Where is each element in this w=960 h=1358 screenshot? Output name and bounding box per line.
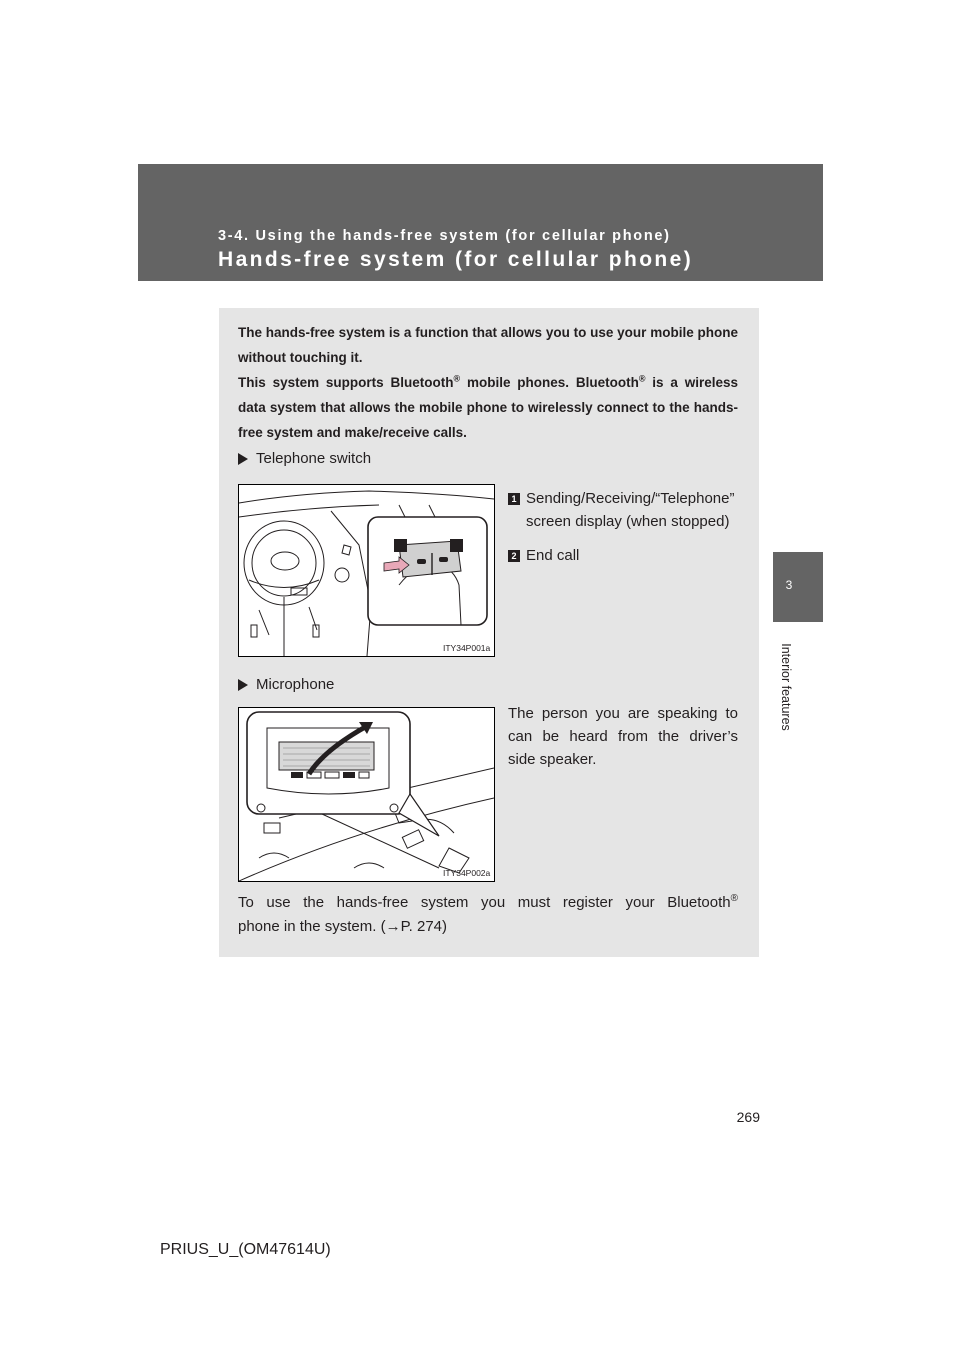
registered-mark: ® [638, 373, 646, 384]
figure-code: ITY34P002a [443, 868, 491, 878]
telephone-switch-figure [238, 484, 495, 657]
chapter-label: Interior features [779, 643, 793, 731]
section-title: 3-4. Using the hands-free system (for cellular phone) [218, 228, 671, 244]
callout-item-1 [508, 487, 738, 533]
registered-mark: ® [730, 893, 738, 904]
switch-callout-list [508, 487, 738, 578]
callout-number-badge: 1 [508, 493, 520, 505]
switch-callout [368, 517, 487, 625]
telephone-switch-label: Telephone switch [256, 450, 372, 467]
microphone-description: The person you are speaking to can be heard from the driver’s side speaker. [508, 705, 738, 768]
intro-paragraph-2 [238, 370, 738, 445]
chapter-label-wrapper [772, 632, 800, 742]
document-code: PRIUS_U_(OM47614U) [160, 1241, 331, 1258]
register-text: To use the hands-free system you must register your Bluetooth [238, 894, 731, 911]
microphone-figure [238, 707, 495, 882]
intro-text-c: is a wireless data system that allows the mobile phone to wirelessly connect to the hands-free system and make/receive calls. [238, 375, 738, 440]
figure-code: ITY34P001a [443, 643, 491, 653]
callout-item-2 [508, 544, 738, 567]
intro-paragraph-1: The hands-free system is a function that allows you to use your mobile phone without touching it. [238, 325, 738, 365]
dashboard-illustration [239, 485, 494, 656]
registered-mark: ® [453, 373, 461, 384]
telephone-switch-heading [238, 450, 371, 467]
page-number: 269 [736, 1109, 760, 1125]
page-title: Hands-free system (for cellular phone) [218, 248, 694, 271]
microphone-heading [238, 676, 334, 693]
microphone-callout [247, 712, 439, 836]
overhead-console-illustration [239, 708, 494, 881]
chapter-number: 3 [785, 578, 793, 592]
register-note-line-1 [238, 891, 738, 915]
callout-text: End call [526, 547, 580, 564]
arrow-right-icon [238, 453, 248, 465]
callout-number-badge: 2 [508, 550, 520, 562]
intro-text-a: This system supports Bluetooth [238, 375, 454, 390]
register-note [238, 891, 738, 939]
register-note-line-2: phone in the system. (→P. 274) [238, 918, 448, 935]
arrow-right-icon [238, 679, 248, 691]
microphone-label: Microphone [256, 676, 335, 693]
callout-text: Sending/Receiving/“Telephone” screen display (when stopped) [526, 490, 735, 530]
chapter-tab [773, 552, 823, 622]
intro-text-b: mobile phones. Bluetooth [460, 375, 639, 390]
